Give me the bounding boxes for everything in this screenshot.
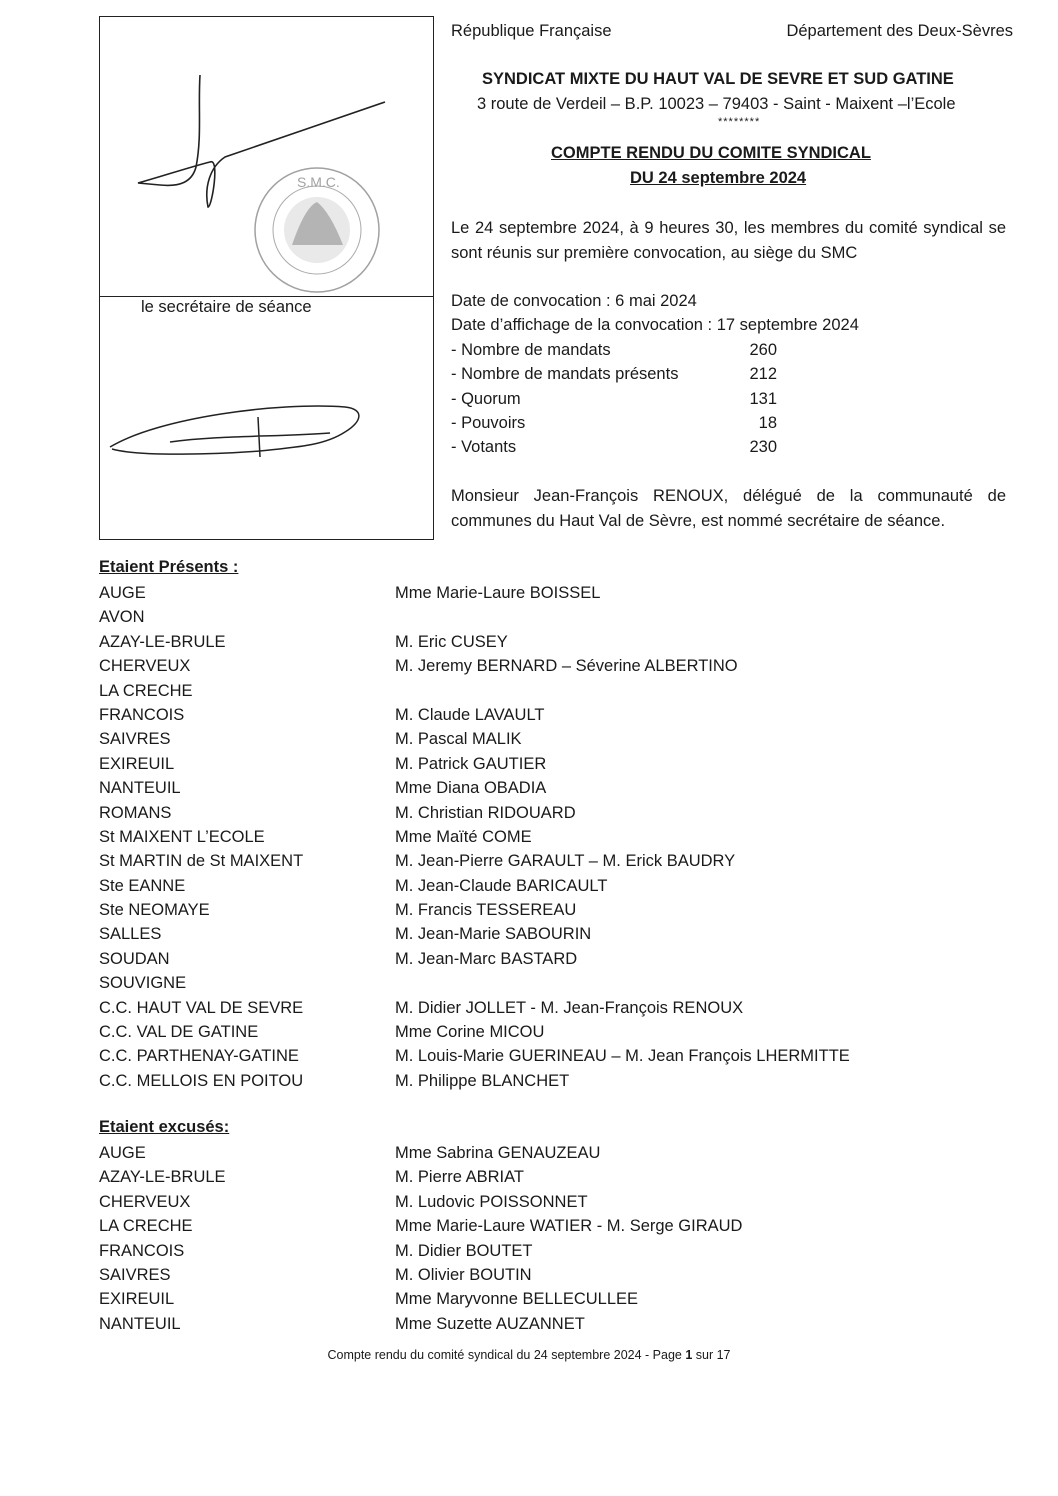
stat-label: - Nombre de mandats présents [451,365,679,384]
excuses-row [99,1312,959,1336]
presents-row [99,1020,959,1044]
commune-name: AVON [99,608,145,627]
presents-row [99,679,959,703]
member-names: Mme Suzette AUZANNET [395,1314,585,1333]
excuses-row [99,1214,959,1238]
meeting-stats [451,289,1011,460]
commune-name: NANTEUIL [99,779,181,798]
member-names: M. Jean-Claude BARICAULT [395,876,608,895]
presents-row [99,630,959,654]
stat-value: 260 [749,340,777,359]
commune-name: St MARTIN de St MAIXENT [99,852,304,871]
presents-row [99,996,959,1020]
commune-name: EXIREUIL [99,1290,175,1309]
commune-name: C.C. HAUT VAL DE SEVRE [99,998,304,1017]
organisation-address: 3 route de Verdeil – B.P. 10023 – 79403 - Saint - Maixent –l’Ecole [477,95,956,113]
member-names: M. Pascal MALIK [395,730,522,749]
stat-label: - Quorum [451,389,521,408]
commune-name: LA CRECHE [99,1217,193,1236]
member-names: M. Didier JOLLET - M. Jean-François RENOUX [395,998,744,1017]
excuses-row [99,1239,959,1263]
commune-name: SOUVIGNE [99,974,187,993]
affichage-date: Date d’affichage de la convocation : 17 septembre 2024 [451,316,859,335]
excuses-row [99,1141,959,1165]
presents-title: Etaient Présents : [99,558,239,576]
stat-row [451,362,1011,386]
stat-row [451,338,1011,362]
presents-row [99,776,959,800]
member-names: M. Philippe BLANCHET [395,1071,570,1090]
commune-name: C.C. MELLOIS EN POITOU [99,1071,304,1090]
member-names: M. Claude LAVAULT [395,705,545,724]
member-names: Mme Marie-Laure BOISSEL [395,584,601,602]
commune-name: NANTEUIL [99,1314,181,1333]
commune-name: SALLES [99,925,162,944]
commune-name: SAIVRES [99,1265,171,1284]
member-names: M. Jean-Marie SABOURIN [395,925,592,944]
member-names: M. Louis-Marie GUERINEAU – M. Jean François LHERMITTE [395,1047,850,1066]
presents-row [99,1044,959,1068]
commune-name: AZAY-LE-BRULE [99,632,226,651]
member-names: Mme Sabrina GENAUZEAU [395,1144,601,1162]
commune-name: LA CRECHE [99,681,193,700]
member-names: Mme Corine MICOU [395,1023,545,1042]
member-names: M. Francis TESSEREAU [395,901,577,920]
footer-text: Compte rendu du comité syndical du 24 septembre 2024 - Page [327,1348,686,1362]
page-footer [0,1348,1058,1362]
commune-name: C.C. PARTHENAY-GATINE [99,1047,299,1066]
member-names: M. Jeremy BERNARD – Séverine ALBERTINO [395,657,738,676]
signature-box [99,16,434,540]
member-names: Mme Diana OBADIA [395,779,547,798]
secretary-paragraph: Monsieur Jean-François RENOUX, délégué de la communauté de communes du Haut Val de Sèvre, est nommé secrétaire de séance. [451,487,1006,530]
presents-row [99,752,959,776]
commune-name: C.C. VAL DE GATINE [99,1023,259,1042]
member-names: M. Didier BOUTET [395,1241,533,1260]
footer-page-number: 1 [685,1348,693,1362]
member-names: Mme Maryvonne BELLECULLEE [395,1290,639,1309]
excuses-list [99,1141,959,1336]
presents-row [99,654,959,678]
presents-row [99,947,959,971]
presents-row [99,727,959,751]
commune-name: ROMANS [99,803,172,822]
presents-row [99,971,959,995]
commune-name: SAIVRES [99,730,171,749]
member-names: M. Christian RIDOUARD [395,803,576,822]
member-names: M. Patrick GAUTIER [395,754,547,773]
commune-name: AZAY-LE-BRULE [99,1168,226,1187]
stat-value: 131 [749,389,777,408]
commune-name: EXIREUIL [99,754,175,773]
commune-name: CHERVEUX [99,1192,191,1211]
stat-value: 18 [758,413,777,432]
member-names: Mme Marie-Laure WATIER - M. Serge GIRAUD [395,1217,743,1236]
presents-row [99,1069,959,1093]
commune-name: AUGE [99,584,146,602]
commune-name: FRANCOIS [99,705,185,724]
official-stamp [255,168,379,292]
signature-drawing [100,17,435,541]
stat-label: - Pouvoirs [451,413,526,432]
stat-row [451,387,1011,411]
presents-row [99,825,959,849]
member-names: M. Pierre ABRIAT [395,1168,524,1187]
organisation-name: SYNDICAT MIXTE DU HAUT VAL DE SEVRE ET SUD GATINE [482,70,954,88]
commune-name: Ste NEOMAYE [99,901,210,920]
excuses-row [99,1287,959,1311]
secretary-label: le secrétaire de séance [141,298,312,316]
presents-row [99,581,959,605]
stat-row [451,411,1011,435]
commune-name: St MAIXENT L’ECOLE [99,827,265,846]
excuses-row [99,1165,959,1189]
svg-text:S.M.C.: S.M.C. [297,174,340,190]
commune-name: FRANCOIS [99,1241,185,1260]
excuses-title: Etaient excusés: [99,1118,230,1136]
commune-name: AUGE [99,1144,146,1162]
excuses-row [99,1190,959,1214]
presents-row [99,922,959,946]
presents-row [99,874,959,898]
member-names: M. Eric CUSEY [395,632,508,651]
member-names: M. Jean-Pierre GARAULT – M. Erick BAUDRY [395,852,736,871]
presents-row [99,703,959,727]
signature-divider [100,296,433,297]
footer-page-total: sur 17 [692,1348,731,1362]
stat-value: 230 [749,438,777,457]
member-names: M. Ludovic POISSONNET [395,1192,588,1211]
republic-label: République Française [451,22,612,40]
presents-row [99,605,959,629]
document-title: COMPTE RENDU DU COMITE SYNDICAL [551,144,871,162]
presents-row [99,849,959,873]
convocation-date: Date de convocation : 6 mai 2024 [451,292,697,310]
document-date: DU 24 septembre 2024 [630,169,807,187]
member-names: M. Jean-Marc BASTARD [395,949,578,968]
commune-name: CHERVEUX [99,657,191,676]
commune-name: SOUDAN [99,949,170,968]
separator: ******** [718,116,761,128]
presents-list [99,581,959,1093]
stat-label: - Nombre de mandats [451,340,611,359]
commune-name: Ste EANNE [99,876,186,895]
member-names: Mme Maïté COME [395,827,532,846]
intro-paragraph: Le 24 septembre 2024, à 9 heures 30, les membres du comité syndical se sont réunis sur première convocation, au siège du SMC [451,219,1006,262]
stat-value: 212 [749,365,777,384]
presents-row [99,898,959,922]
presents-row [99,801,959,825]
member-names: M. Olivier BOUTIN [395,1265,532,1284]
department-label: Département des Deux-Sèvres [786,22,1013,40]
stat-row [451,435,1011,459]
stat-label: - Votants [451,438,517,457]
excuses-row [99,1263,959,1287]
